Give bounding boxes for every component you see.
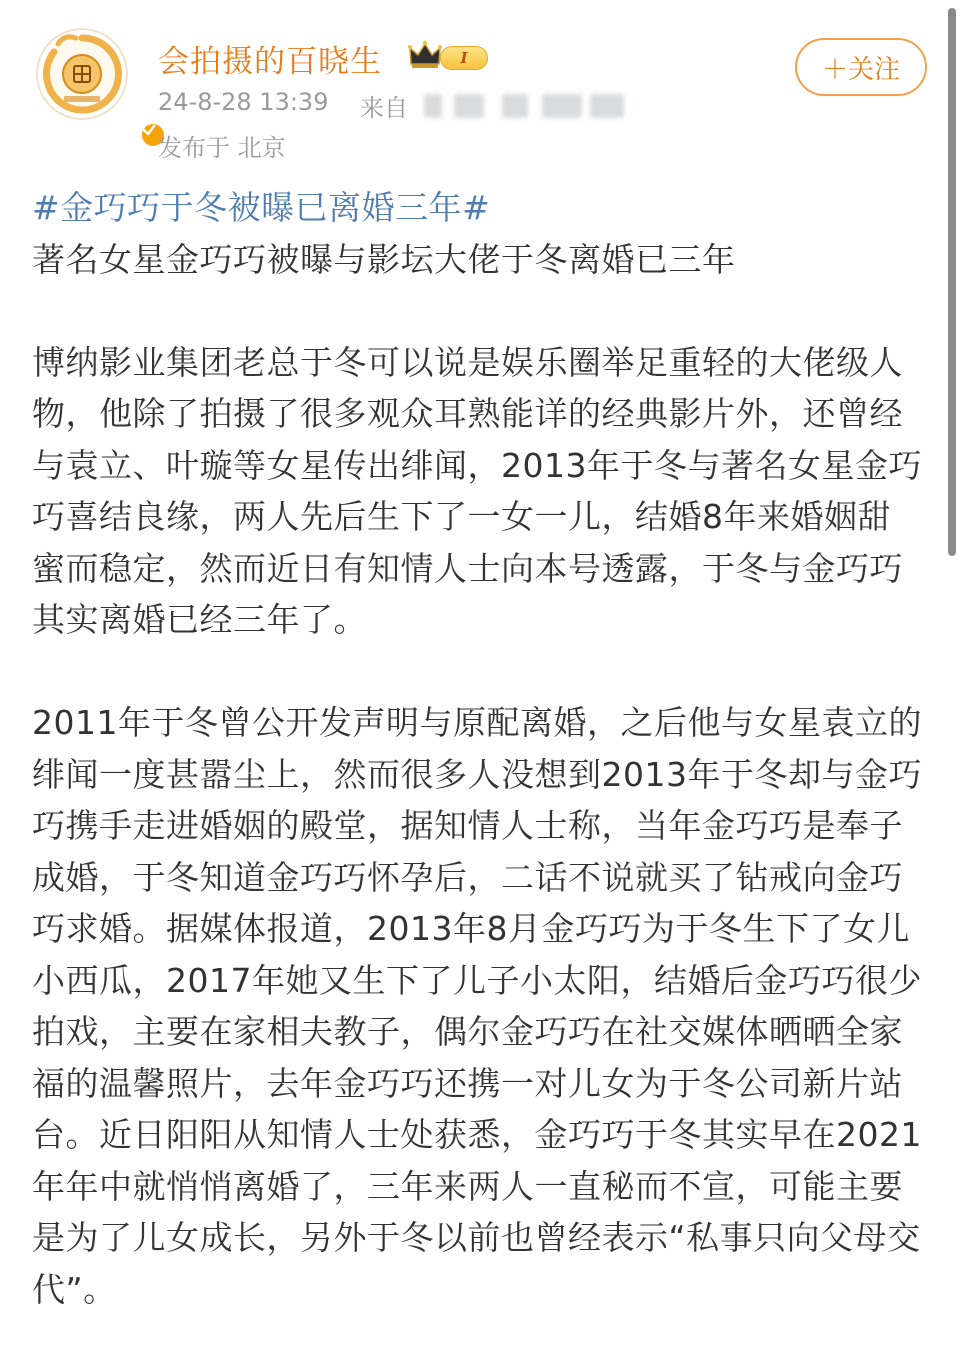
username[interactable]: 会拍摄的百晓生 [158, 44, 382, 80]
post-source-label: 来自 [360, 94, 408, 122]
post-time: 24-8-28 13:39 [158, 88, 329, 116]
crown-icon [408, 40, 442, 70]
post-location: 发布于 北京 [158, 134, 286, 162]
post-header [0, 0, 960, 170]
follow-button[interactable]: ＋关注 [795, 38, 927, 96]
avatar[interactable] [36, 28, 128, 120]
avatar-logo-icon [38, 30, 126, 118]
post-paragraph: 博纳影业集团老总于冬可以说是娱乐圈举足重轻的大佬级人物，他除了拍摄了很多观众耳熟能详的经典影片外，还曾经与袁立、叶璇等女星传出绯闻，2013年于冬与著名女星金巧巧喜结良缘，两人先后生下了一女一儿，结婚8年来婚姻甜蜜而稳定，然而近日有知情人士向本号透露，于冬与金巧巧其实离婚已经三年了。 [32, 342, 922, 639]
post-content [32, 182, 922, 1315]
scrollbar[interactable] [948, 8, 956, 556]
post-paragraph: 2011年于冬曾公开发声明与原配离婚，之后他与女星袁立的绯闻一度甚嚣尘上，然而很多人没想到2013年于冬却与金巧巧携手走进婚姻的殿堂，据知情人士称，当年金巧巧是奉子成婚，于冬知道金巧巧怀孕后，二话不说就买了钻戒向金巧巧求婚。据媒体报道，2013年8月金巧巧为于冬生下了女儿小西瓜，2017年她又生下了儿子小太阳，结婚后金巧巧很少拍戏，主要在家相夫教子，偶尔金巧巧在社交媒体晒晒全家福的温馨照片，去年金巧巧还携一对儿女为于冬公司新片站台。近日阳阳从知情人士处获悉，金巧巧于冬其实早在2021年年中就悄悄离婚了，三年来两人一直秘而不宣，可能主要是为了儿女成长，另外于冬以前也曾经表示“私事只向父母交代”。 [32, 703, 922, 1309]
post-headline: 著名女星金巧巧被曝与影坛大佬于冬离婚已三年 [32, 239, 736, 279]
hashtag-link[interactable]: #金巧巧于冬被曝已离婚三年# [32, 188, 491, 227]
blurred-source-device [410, 94, 630, 120]
level-badge: I [440, 46, 488, 70]
